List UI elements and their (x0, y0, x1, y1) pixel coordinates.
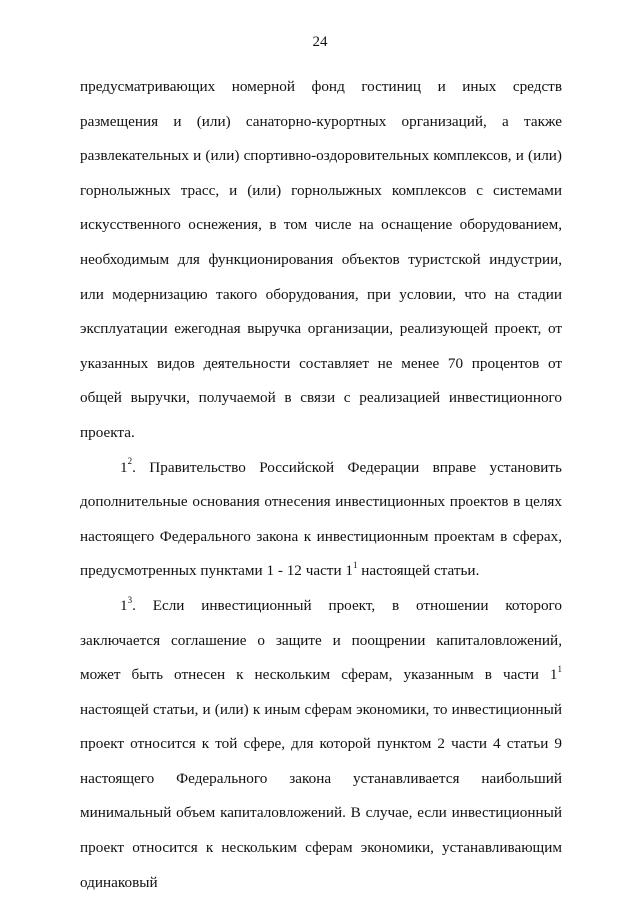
clause-number: 1 (120, 596, 128, 614)
clause-text-end: настоящей статьи, и (или) к иным сферам экономики, то инвестиционный проект относится к той сфере, для которой пунктом 2 части 4 статьи 9 настоящего Федерального закона устанавливается наибольший минимальный объем капиталовложений. В случае, если инвестиционный проект относится к нескольким сферам экономики, устанавливающим одинаковый (80, 700, 562, 891)
clause-number: 1 (120, 458, 128, 476)
clause-text: . Если инвестиционный проект, в отношении которого заключается соглашение о защите и поощрении капиталовложений, может быть отнесен к нескольким сферам, указанным в части 1 (80, 596, 562, 684)
clause-text: . Правительство Российской Федерации вправе установить дополнительные основания отнесения инвестиционных проектов в целях настоящего Федерального закона к инвестиционным проектам в сферах, предусмотренных пунктами 1 - 12 части 1 (80, 458, 562, 580)
part-superscript: 1 (352, 560, 358, 571)
paragraph-1-3-multiple-spheres (80, 589, 562, 900)
part-superscript: 1 (557, 664, 562, 675)
paragraph-tourism-continuation: предусматривающих номерной фонд гостиниц и иных средств размещения и (или) санаторно-курортных организаций, а также развлекательных и (или) спортивно-оздоровительных комплексов, и (или) горнолыжных трасс, и (или) горнолыжных комплексов с системами искусственного оснежения, в том числе на оснащение оборудованием, необходимым для функционирования объектов туристской индустрии, или модернизацию такого оборудования, при условии, что на стадии эксплуатации ежегодная выручка организации, реализующей проект, от указанных видов деятельности составляет не менее 70 процентов от общей выручки, получаемой в связи с реализацией инвестиционного проекта. (80, 78, 562, 441)
clause-superscript: 3 (127, 594, 133, 605)
page-number: 24 (312, 34, 328, 50)
clause-superscript: 2 (127, 456, 133, 467)
paragraph-1-2-government-right (80, 451, 562, 589)
clause-text-end: настоящей статьи. (357, 562, 480, 580)
document-body (80, 70, 562, 900)
